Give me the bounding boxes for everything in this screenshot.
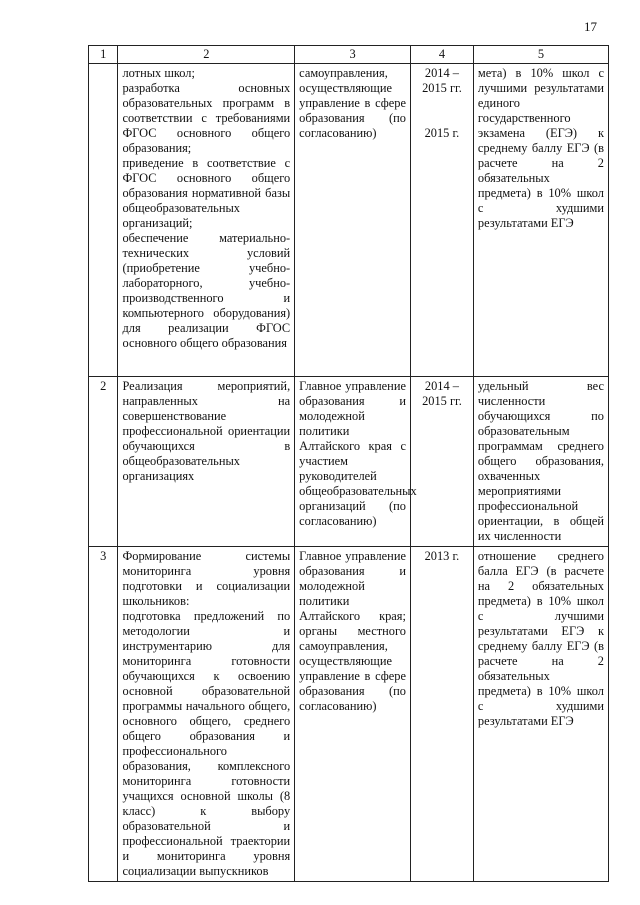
measure-line: разработка основных образовательных программ в соответствии с требованиями ФГОС основного общего образования; [122, 81, 291, 155]
deadline-cell [410, 547, 473, 882]
indicator-text: удельный вес численности обучающихся по образовательным программам среднего общего образования, охваченных мероприятиями профессиональной ориентации, в общей их численности [473, 377, 608, 547]
page-number: 17 [584, 19, 597, 34]
header-row [89, 46, 609, 64]
measure-text [118, 377, 295, 547]
measure-line: Реализация мероприятий, направленных на совершенствование профессиональной ориентации обучающихся в общеобразовательных организациях [122, 379, 291, 483]
col-header-5: 5 [473, 46, 608, 64]
responsible-text: Главное управление образования и молодежной политики Алтайского края; органы местного самоуправления, осуществляющие управление в сфере образования (по согласованию) [295, 547, 411, 882]
measure-line: обеспечение материально-технических условий (приобретение учебно-лабораторного, учебно-производственного и компьютерного оборудования) для реализации ФГОС основного общего образования [122, 231, 291, 350]
col-header-1: 1 [89, 46, 118, 64]
deadline-cell [410, 377, 473, 547]
measure-line: лотных школ; [122, 66, 195, 80]
measure-text [118, 547, 295, 882]
col-header-3: 3 [295, 46, 411, 64]
deadline-text: 2013 г. [424, 549, 460, 563]
row-number: 2 [89, 377, 118, 547]
responsible-text: самоуправления, осуществляющие управление в сфере образования (по согласованию) [295, 64, 411, 377]
deadline-text: 2014 – 2015 гг. [422, 66, 462, 95]
table-row [89, 64, 609, 377]
deadline-text: 2015 г. [424, 126, 460, 140]
col-header-4: 4 [410, 46, 473, 64]
table-row [89, 377, 609, 547]
table-row [89, 547, 609, 882]
measure-text [118, 64, 295, 377]
indicator-text: мета) в 10% школ с лучшими результатами единого государственного экзамена (ЕГЭ) к среднему баллу ЕГЭ (в расчете на 2 обязательных предмета) в 10% школ с худшими результатами ЕГЭ [473, 64, 608, 377]
measures-table [88, 45, 609, 882]
indicator-text: отношение среднего балла ЕГЭ (в расчете на 2 обязательных предмета) в 10% школ с лучшими результатами ЕГЭ к среднему баллу ЕГЭ (в расчете на 2 обязательных предмета) в 10% школ с худшими результатами ЕГЭ [473, 547, 608, 882]
deadline-cell [410, 64, 473, 377]
col-header-2: 2 [118, 46, 295, 64]
deadline-text: 2014 – 2015 гг. [422, 379, 462, 408]
row-number: 3 [89, 547, 118, 882]
measure-line: приведение в соответствие с ФГОС основного общего образования нормативной базы общеобразовательных организаций; [122, 156, 291, 230]
responsible-text: Главное управление образования и молодежной политики Алтайского края с участием руководителей общеобразовательных организаций (по согласованию) [295, 377, 411, 547]
row-number [89, 64, 118, 377]
measure-line: подготовка предложений по методологии и инструментарию для мониторинга готовности обучающихся к освоению основной образовательной программы начального общего, основного общего, среднего общего образования и профессионального образования, комплексного мониторинга готовности учащихся основной школы (8 класс) к выбору образовательной и профессиональной траектории и мониторинга уровня социализации выпускников [122, 609, 291, 878]
measure-line: Формирование системы мониторинга уровня подготовки и социализации школьников: [122, 549, 291, 608]
